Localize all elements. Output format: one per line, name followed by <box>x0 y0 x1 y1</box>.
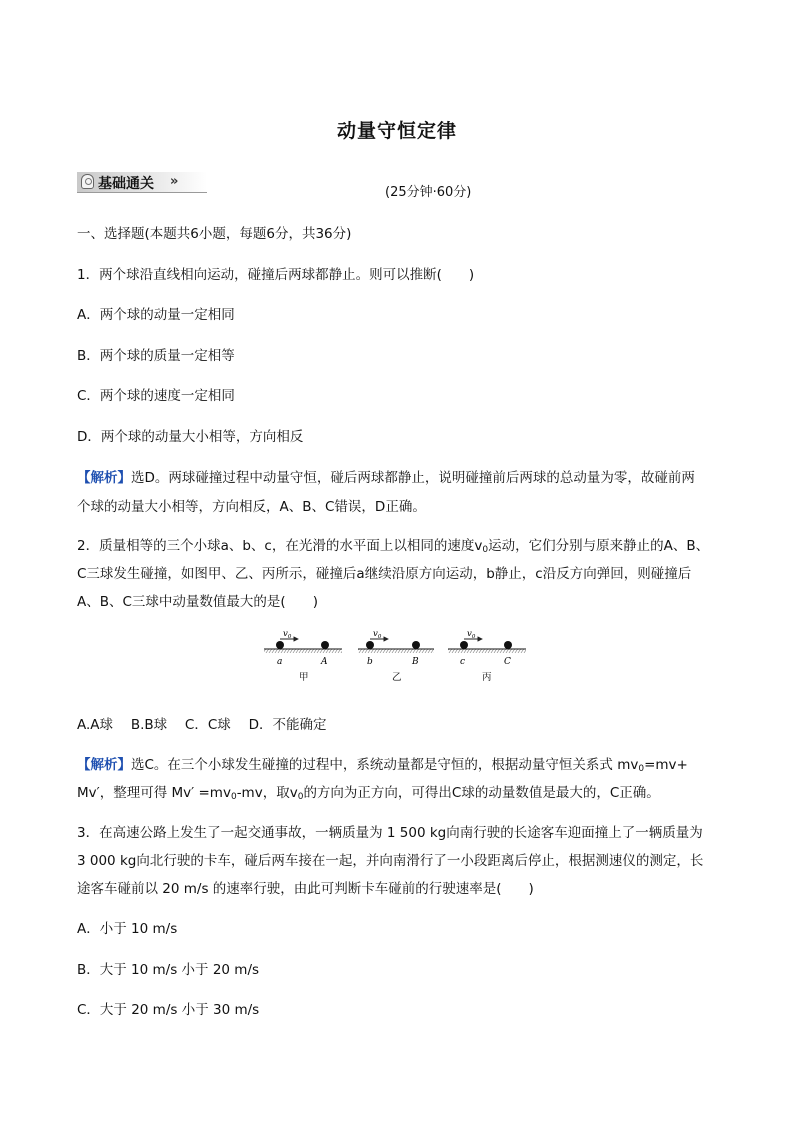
ball-small <box>366 641 374 649</box>
velocity-label: $v_0$ <box>283 629 292 640</box>
analysis-tag: 【解析】 <box>77 757 131 773</box>
q1-stem: 1．两个球沿直线相向运动，碰撞后两球都静止。则可以推断( ) <box>77 267 475 283</box>
lightbulb-icon <box>81 174 94 189</box>
q2-analysis-line1 <box>77 753 688 774</box>
label-A: A <box>321 657 328 667</box>
q3-stem-line3: 途客车碰前以 20 m/s 的速率行驶，由此可判断卡车碰前的行驶速率是( ) <box>77 881 534 897</box>
ball-small <box>460 641 468 649</box>
q3-option-b: B．大于 10 m/s 小于 20 m/s <box>77 962 260 978</box>
figure-panel-jia <box>264 629 342 683</box>
time-score-note: (25分钟·60分) <box>385 185 472 200</box>
q2-analysis-text2c: 的方向为正方向，可得出C球的动量数值是最大的，C正确。 <box>303 785 660 801</box>
section-label: 基础通关 <box>98 176 154 192</box>
q1-analysis-line1 <box>77 466 695 486</box>
figure-panel-yi <box>358 629 434 683</box>
q2-analysis-text1a: 选C。在三个小球发生碰撞的过程中，系统动量都是守恒的，根据动量守恒关系式 mv <box>131 757 639 773</box>
caption-bing: 丙 <box>482 672 492 683</box>
section-header <box>77 172 207 192</box>
q3-option-c: C．大于 20 m/s 小于 30 m/s <box>77 1002 260 1018</box>
figure-panel-bing <box>448 629 526 683</box>
velocity-label: $v_0$ <box>467 629 476 640</box>
q2-stem-line1 <box>77 534 709 555</box>
q2-stem-line2: C三球发生碰撞，如图甲、乙、丙所示，碰撞后a继续沿原方向运动，b静止，c沿反方向弹回，则碰撞后 <box>77 566 692 582</box>
label-B: B <box>412 657 419 667</box>
ball-big <box>504 641 512 649</box>
q2-analysis-sub3: 0 <box>297 792 304 802</box>
chevron-right-icon: » <box>170 174 179 189</box>
q2-stem-text1a: 2．质量相等的三个小球a、b、c，在光滑的水平面上以相同的速度v <box>77 538 483 554</box>
analysis-tag: 【解析】 <box>77 470 131 486</box>
caption-jia: 甲 <box>299 672 309 683</box>
velocity-label: $v_0$ <box>373 629 382 640</box>
ball-big <box>321 641 329 649</box>
q1-option-d: D．两个球的动量大小相等，方向相反 <box>77 429 304 445</box>
q3-stem-line1: 3．在高速公路上发生了一起交通事故，一辆质量为 1 500 kg向南行驶的长途客车迎面撞上了一辆质量为 <box>77 825 703 841</box>
q1-analysis-line2: 个球的动量大小相等，方向相反，A、B、C错误，D正确。 <box>77 499 426 515</box>
q2-analysis-sub2: 0 <box>230 792 237 802</box>
q1-option-a: A．两个球的动量一定相同 <box>77 307 235 323</box>
ball-big <box>412 641 420 649</box>
collision-figure <box>262 624 532 686</box>
q1-option-c: C．两个球的速度一定相同 <box>77 388 235 404</box>
label-c: c <box>460 657 466 667</box>
q2-stem-text1b: 运动，它们分别与原来静止的A、B、 <box>488 538 710 554</box>
q2-stem-sub: 0 <box>482 545 489 555</box>
page-title: 动量守恒定律 <box>336 120 457 142</box>
q3-stem-line2: 3 000 kg向北行驶的卡车，碰后两车接在一起，并向南滑行了一小段距离后停止，根据测速仪的测定，长 <box>77 853 704 869</box>
q2-stem-line3: A、B、C三球中动量数值最大的是( ) <box>77 594 318 610</box>
ball-small <box>276 641 284 649</box>
label-a: a <box>277 657 283 667</box>
q2-analysis-sub1: 0 <box>638 764 645 774</box>
q2-options: A.A球 B.B球 C．C球 D．不能确定 <box>77 717 327 733</box>
q2-analysis-line2 <box>77 781 660 802</box>
label-b: b <box>367 657 373 667</box>
caption-yi: 乙 <box>392 672 402 683</box>
q3-option-a: A．小于 10 m/s <box>77 921 178 937</box>
section-intro: 一、选择题(本题共6小题，每题6分，共36分) <box>77 226 352 242</box>
q1-analysis-text1: 选D。两球碰撞过程中动量守恒，碰后两球都静止，说明碰撞前后两球的总动量为零，故碰前两 <box>131 470 695 486</box>
q1-option-b: B．两个球的质量一定相等 <box>77 348 235 364</box>
q2-analysis-text2a: Mv′，整理可得 Mv′ =mv <box>77 785 231 801</box>
label-C: C <box>504 657 511 667</box>
q2-analysis-text2b: -mv，取v <box>236 785 298 801</box>
q2-analysis-text1b: =mv+ <box>644 757 688 773</box>
